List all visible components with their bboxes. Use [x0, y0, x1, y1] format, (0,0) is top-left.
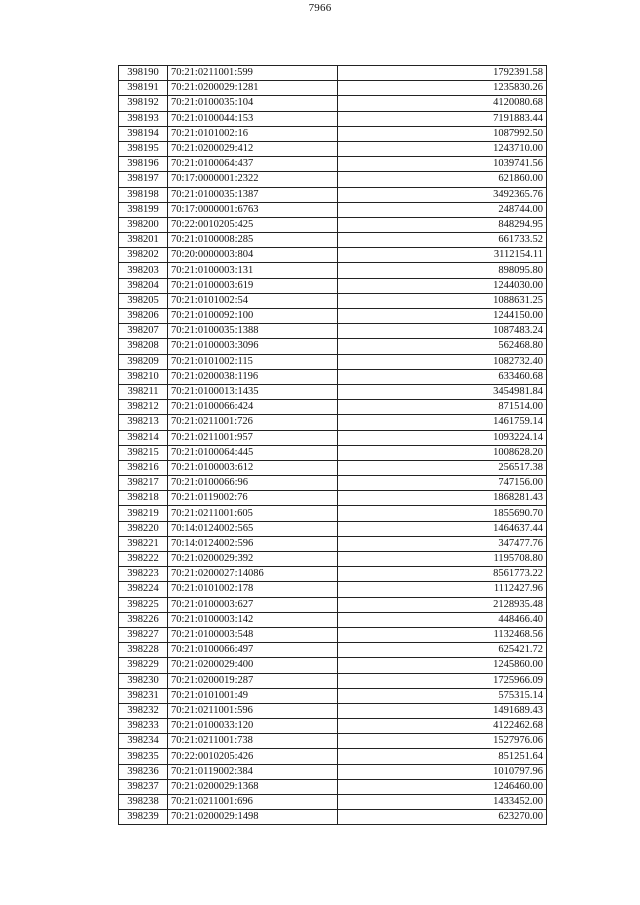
- row-number-cell: 398213: [119, 415, 168, 430]
- cadastral-number-cell: 70:14:0124002:565: [168, 521, 338, 536]
- value-cell: 848294.95: [338, 217, 547, 232]
- table-row: [119, 597, 547, 612]
- value-cell: 1464637.44: [338, 521, 547, 536]
- table-row: [119, 567, 547, 582]
- cadastral-number-cell: 70:21:0200027:14086: [168, 567, 338, 582]
- table-row: [119, 703, 547, 718]
- cadastral-number-cell: 70:21:0200029:1368: [168, 779, 338, 794]
- value-cell: 1245860.00: [338, 658, 547, 673]
- table-row: [119, 96, 547, 111]
- cadastral-number-cell: 70:21:0100035:104: [168, 96, 338, 111]
- row-number-cell: 398197: [119, 172, 168, 187]
- row-number-cell: 398207: [119, 324, 168, 339]
- cadastral-number-cell: 70:21:0100066:424: [168, 400, 338, 415]
- value-cell: 1461759.14: [338, 415, 547, 430]
- value-cell: 1087483.24: [338, 324, 547, 339]
- value-cell: 2128935.48: [338, 597, 547, 612]
- cadastral-number-cell: 70:21:0119002:76: [168, 491, 338, 506]
- cadastral-number-cell: 70:21:0100003:548: [168, 627, 338, 642]
- row-number-cell: 398227: [119, 627, 168, 642]
- table-row: [119, 369, 547, 384]
- row-number-cell: 398208: [119, 339, 168, 354]
- value-cell: 1195708.80: [338, 552, 547, 567]
- row-number-cell: 398198: [119, 187, 168, 202]
- row-number-cell: 398210: [119, 369, 168, 384]
- table-row: [119, 521, 547, 536]
- row-number-cell: 398196: [119, 157, 168, 172]
- value-cell: 1244150.00: [338, 309, 547, 324]
- cadastral-number-cell: 70:21:0101002:115: [168, 354, 338, 369]
- cadastral-number-cell: 70:21:0100003:619: [168, 278, 338, 293]
- table-row: [119, 795, 547, 810]
- cadastral-number-cell: 70:22:0010205:426: [168, 749, 338, 764]
- value-cell: 562468.80: [338, 339, 547, 354]
- row-number-cell: 398232: [119, 703, 168, 718]
- table-row: [119, 172, 547, 187]
- table-row: [119, 324, 547, 339]
- value-cell: 1855690.70: [338, 506, 547, 521]
- value-cell: 1010797.96: [338, 764, 547, 779]
- value-cell: 1725966.09: [338, 673, 547, 688]
- row-number-cell: 398223: [119, 567, 168, 582]
- table-row: [119, 141, 547, 156]
- table-row: [119, 460, 547, 475]
- cadastral-number-cell: 70:21:0119002:384: [168, 764, 338, 779]
- value-cell: 3454981.84: [338, 384, 547, 399]
- table-row: [119, 278, 547, 293]
- value-cell: 747156.00: [338, 476, 547, 491]
- cadastral-number-cell: 70:21:0200029:400: [168, 658, 338, 673]
- row-number-cell: 398215: [119, 445, 168, 460]
- row-number-cell: 398206: [119, 309, 168, 324]
- row-number-cell: 398194: [119, 126, 168, 141]
- cadastral-number-cell: 70:21:0200029:1281: [168, 81, 338, 96]
- value-cell: 1527976.06: [338, 734, 547, 749]
- cadastral-number-cell: 70:21:0100044:153: [168, 111, 338, 126]
- value-cell: 3492365.76: [338, 187, 547, 202]
- table-row: [119, 552, 547, 567]
- table-row: [119, 81, 547, 96]
- value-cell: 347477.76: [338, 536, 547, 551]
- row-number-cell: 398204: [119, 278, 168, 293]
- table-row: [119, 217, 547, 232]
- table-row: [119, 673, 547, 688]
- row-number-cell: 398191: [119, 81, 168, 96]
- row-number-cell: 398228: [119, 643, 168, 658]
- cadastral-number-cell: 70:21:0101002:16: [168, 126, 338, 141]
- table-row: [119, 430, 547, 445]
- table-row: [119, 309, 547, 324]
- cadastral-number-cell: 70:22:0010205:425: [168, 217, 338, 232]
- table-row: [119, 734, 547, 749]
- value-cell: 1008628.20: [338, 445, 547, 460]
- cadastral-number-cell: 70:21:0211001:605: [168, 506, 338, 521]
- table-row: [119, 445, 547, 460]
- cadastral-number-cell: 70:21:0211001:726: [168, 415, 338, 430]
- table-row: [119, 506, 547, 521]
- cadastral-number-cell: 70:21:0101002:178: [168, 582, 338, 597]
- row-number-cell: 398229: [119, 658, 168, 673]
- row-number-cell: 398230: [119, 673, 168, 688]
- cadastral-number-cell: 70:21:0100003:627: [168, 597, 338, 612]
- table-row: [119, 658, 547, 673]
- table-row: [119, 248, 547, 263]
- row-number-cell: 398203: [119, 263, 168, 278]
- value-cell: 898095.80: [338, 263, 547, 278]
- table-row: [119, 233, 547, 248]
- table-row: [119, 779, 547, 794]
- row-number-cell: 398217: [119, 476, 168, 491]
- value-cell: 1491689.43: [338, 703, 547, 718]
- table-row: [119, 354, 547, 369]
- cadastral-number-cell: 70:21:0100033:120: [168, 719, 338, 734]
- cadastral-number-cell: 70:21:0100064:445: [168, 445, 338, 460]
- value-cell: 4122462.68: [338, 719, 547, 734]
- value-cell: 1246460.00: [338, 779, 547, 794]
- cadastral-number-cell: 70:21:0211001:738: [168, 734, 338, 749]
- value-cell: 1868281.43: [338, 491, 547, 506]
- table-row: [119, 415, 547, 430]
- row-number-cell: 398219: [119, 506, 168, 521]
- row-number-cell: 398193: [119, 111, 168, 126]
- cadastral-number-cell: 70:21:0211001:957: [168, 430, 338, 445]
- cadastral-number-cell: 70:21:0211001:596: [168, 703, 338, 718]
- table-row: [119, 491, 547, 506]
- value-cell: 1792391.58: [338, 66, 547, 81]
- value-cell: 575315.14: [338, 688, 547, 703]
- value-cell: 7191883.44: [338, 111, 547, 126]
- cadastral-number-cell: 70:21:0200029:412: [168, 141, 338, 156]
- row-number-cell: 398233: [119, 719, 168, 734]
- row-number-cell: 398209: [119, 354, 168, 369]
- table-row: [119, 749, 547, 764]
- row-number-cell: 398199: [119, 202, 168, 217]
- cadastral-number-cell: 70:21:0100066:497: [168, 643, 338, 658]
- value-cell: 3112154.11: [338, 248, 547, 263]
- value-cell: 8561773.22: [338, 567, 547, 582]
- cadastral-number-cell: 70:21:0200038:1196: [168, 369, 338, 384]
- cadastral-number-cell: 70:21:0211001:599: [168, 66, 338, 81]
- value-cell: 4120080.68: [338, 96, 547, 111]
- value-cell: 871514.00: [338, 400, 547, 415]
- value-cell: 1082732.40: [338, 354, 547, 369]
- row-number-cell: 398225: [119, 597, 168, 612]
- cadastral-number-cell: 70:17:0000001:6763: [168, 202, 338, 217]
- page-number: 7966: [308, 2, 332, 14]
- value-cell: 1039741.56: [338, 157, 547, 172]
- row-number-cell: 398211: [119, 384, 168, 399]
- value-cell: 1088631.25: [338, 293, 547, 308]
- table-row: [119, 643, 547, 658]
- table-row: [119, 719, 547, 734]
- cadastral-number-cell: 70:21:0100066:96: [168, 476, 338, 491]
- row-number-cell: 398200: [119, 217, 168, 232]
- value-cell: 248744.00: [338, 202, 547, 217]
- cadastral-number-cell: 70:21:0100003:131: [168, 263, 338, 278]
- table-row: [119, 536, 547, 551]
- value-cell: 256517.38: [338, 460, 547, 475]
- row-number-cell: 398212: [119, 400, 168, 415]
- cadastral-number-cell: 70:21:0100008:285: [168, 233, 338, 248]
- table-row: [119, 627, 547, 642]
- row-number-cell: 398195: [119, 141, 168, 156]
- cadastral-number-cell: 70:21:0100035:1387: [168, 187, 338, 202]
- table-row: [119, 384, 547, 399]
- cadastral-number-cell: 70:21:0100003:612: [168, 460, 338, 475]
- row-number-cell: 398202: [119, 248, 168, 263]
- cadastral-number-cell: 70:21:0101002:54: [168, 293, 338, 308]
- row-number-cell: 398214: [119, 430, 168, 445]
- value-cell: 1244030.00: [338, 278, 547, 293]
- row-number-cell: 398222: [119, 552, 168, 567]
- row-number-cell: 398226: [119, 612, 168, 627]
- value-cell: 448466.40: [338, 612, 547, 627]
- value-cell: 1087992.50: [338, 126, 547, 141]
- row-number-cell: 398237: [119, 779, 168, 794]
- cadastral-number-cell: 70:21:0100035:1388: [168, 324, 338, 339]
- value-cell: 1112427.96: [338, 582, 547, 597]
- value-cell: 621860.00: [338, 172, 547, 187]
- row-number-cell: 398220: [119, 521, 168, 536]
- row-number-cell: 398216: [119, 460, 168, 475]
- cadastral-number-cell: 70:21:0100003:142: [168, 612, 338, 627]
- table-row: [119, 293, 547, 308]
- cadastral-number-cell: 70:21:0200019:287: [168, 673, 338, 688]
- table-row: [119, 688, 547, 703]
- row-number-cell: 398190: [119, 66, 168, 81]
- cadastral-number-cell: 70:21:0100003:3096: [168, 339, 338, 354]
- row-number-cell: 398201: [119, 233, 168, 248]
- row-number-cell: 398236: [119, 764, 168, 779]
- row-number-cell: 398235: [119, 749, 168, 764]
- value-cell: 633460.68: [338, 369, 547, 384]
- table-row: [119, 66, 547, 81]
- value-cell: 1093224.14: [338, 430, 547, 445]
- row-number-cell: 398231: [119, 688, 168, 703]
- value-cell: 1235830.26: [338, 81, 547, 96]
- table-row: [119, 111, 547, 126]
- cadastral-value-table: [118, 65, 547, 825]
- value-cell: 625421.72: [338, 643, 547, 658]
- table-row: [119, 126, 547, 141]
- value-cell: 623270.00: [338, 810, 547, 825]
- table-row: [119, 612, 547, 627]
- table-row: [119, 187, 547, 202]
- row-number-cell: 398234: [119, 734, 168, 749]
- value-cell: 851251.64: [338, 749, 547, 764]
- table-body: [119, 66, 547, 825]
- cadastral-number-cell: 70:21:0200029:1498: [168, 810, 338, 825]
- cadastral-number-cell: 70:20:0000003:804: [168, 248, 338, 263]
- table-row: [119, 339, 547, 354]
- value-cell: 1132468.56: [338, 627, 547, 642]
- cadastral-number-cell: 70:21:0100092:100: [168, 309, 338, 324]
- cadastral-number-cell: 70:21:0100064:437: [168, 157, 338, 172]
- table-row: [119, 157, 547, 172]
- row-number-cell: 398205: [119, 293, 168, 308]
- cadastral-number-cell: 70:21:0101001:49: [168, 688, 338, 703]
- table-row: [119, 476, 547, 491]
- row-number-cell: 398224: [119, 582, 168, 597]
- row-number-cell: 398192: [119, 96, 168, 111]
- table-row: [119, 764, 547, 779]
- table-row: [119, 263, 547, 278]
- cadastral-number-cell: 70:21:0211001:696: [168, 795, 338, 810]
- cadastral-number-cell: 70:21:0200029:392: [168, 552, 338, 567]
- value-cell: 661733.52: [338, 233, 547, 248]
- row-number-cell: 398221: [119, 536, 168, 551]
- value-cell: 1243710.00: [338, 141, 547, 156]
- table-row: [119, 400, 547, 415]
- table-row: [119, 202, 547, 217]
- table-row: [119, 582, 547, 597]
- row-number-cell: 398218: [119, 491, 168, 506]
- row-number-cell: 398238: [119, 795, 168, 810]
- cadastral-number-cell: 70:17:0000001:2322: [168, 172, 338, 187]
- cadastral-number-cell: 70:21:0100013:1435: [168, 384, 338, 399]
- cadastral-number-cell: 70:14:0124002:596: [168, 536, 338, 551]
- value-cell: 1433452.00: [338, 795, 547, 810]
- table-row: [119, 810, 547, 825]
- row-number-cell: 398239: [119, 810, 168, 825]
